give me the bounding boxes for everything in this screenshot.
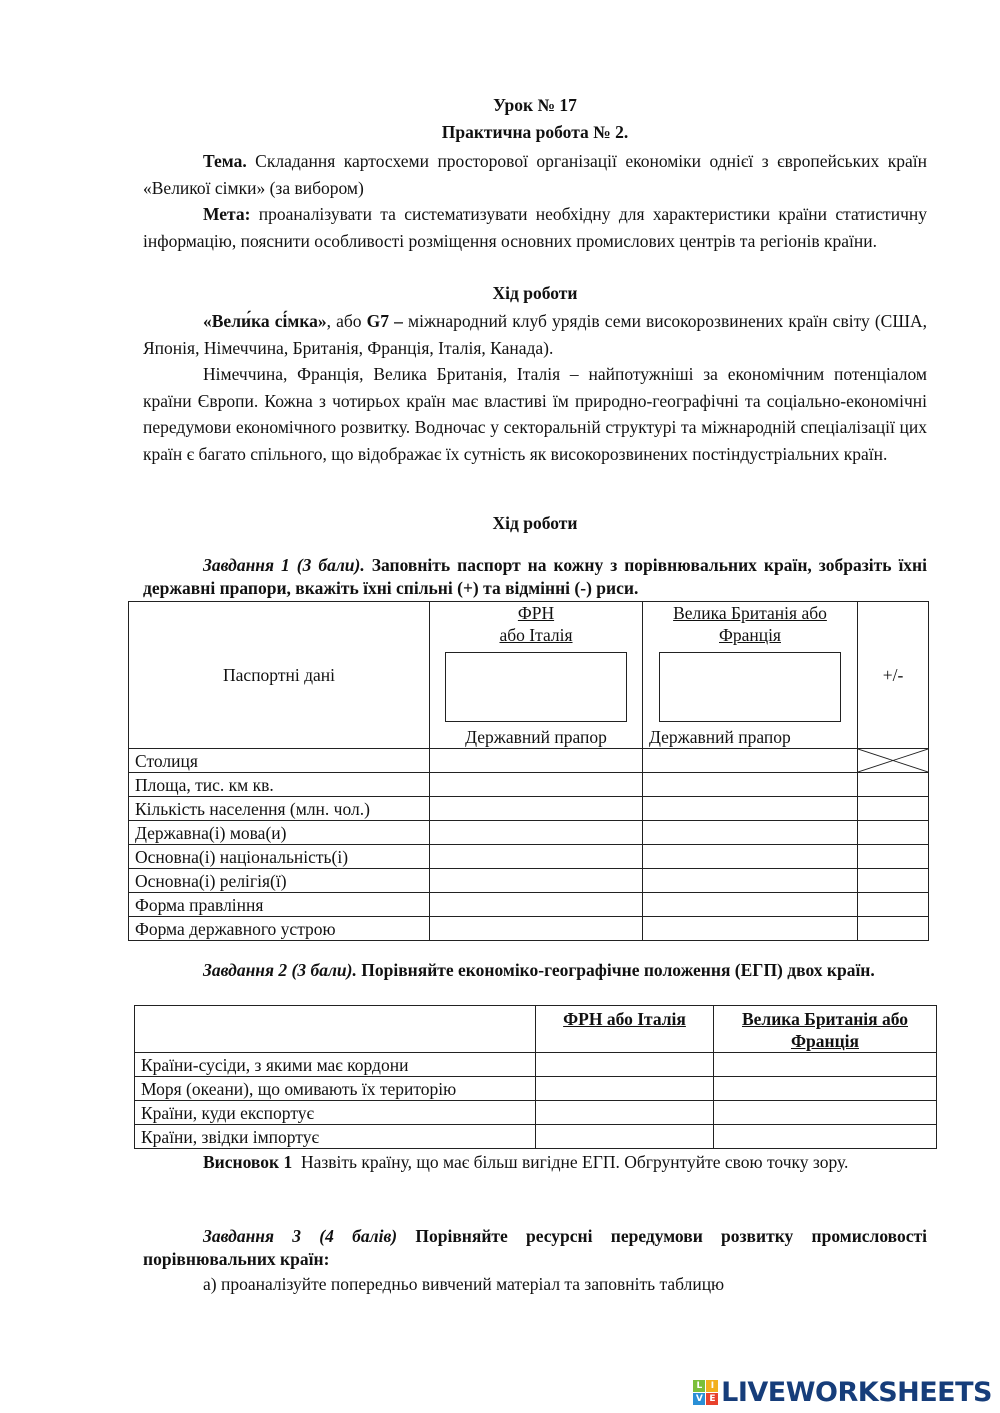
answer-cell[interactable] [643, 749, 858, 773]
task1-paragraph [143, 554, 927, 600]
answer-cell[interactable] [643, 893, 858, 917]
answer-cell[interactable] [643, 821, 858, 845]
answer-cell[interactable] [536, 1101, 714, 1125]
crossed-cell [858, 749, 929, 773]
task3-label: Завдання 3 (4 балів) [203, 1226, 398, 1246]
answer-cell[interactable] [536, 1077, 714, 1101]
diff-header: +/- [858, 602, 929, 749]
row-label: Площа, тис. км кв. [129, 773, 430, 797]
table-row [129, 821, 929, 845]
country2-header [643, 602, 858, 749]
task1-label: Завдання 1 (3 бали). [203, 555, 365, 575]
logo-text: LIVEWORKSHEETS [721, 1377, 992, 1408]
answer-cell[interactable] [430, 893, 643, 917]
task1-text: Заповніть паспорт на кожну з порівнювальних країн, зобразіть їхні державні прапори, вкажіть їхні спільні (+) та відмінні (-) риси. [143, 555, 928, 598]
table-row [135, 1101, 937, 1125]
theme-paragraph [143, 148, 927, 201]
task2-text: Порівняйте економіко-географічне положення (ЕГП) двох країн. [356, 960, 875, 980]
egp-table [134, 1005, 937, 1149]
table-row [129, 749, 929, 773]
answer-cell[interactable] [643, 773, 858, 797]
answer-cell[interactable] [536, 1053, 714, 1077]
country1-header: ФРН або Італія [536, 1006, 714, 1053]
lesson-title: Урок № 17 [493, 95, 577, 115]
passport-table [128, 601, 929, 941]
task2-paragraph [143, 959, 927, 982]
country1-line2: або Італія [499, 625, 573, 645]
answer-cell[interactable] [858, 893, 929, 917]
answer-cell[interactable] [430, 869, 643, 893]
badge-letter: I [706, 1380, 718, 1392]
live-badge-icon [693, 1380, 718, 1405]
answer-cell[interactable] [714, 1053, 937, 1077]
answer-cell[interactable] [858, 845, 929, 869]
flag-label: Державний прапор [465, 727, 607, 747]
row-label: Країни, звідки імпортує [135, 1125, 536, 1149]
country2-line2: Франція [719, 625, 781, 645]
europe-paragraph: Німеччина, Франція, Велика Британія, Італія – найпотужніші за економічним потенціалом країни Європи. Кожна з чотирьох країн має властиві їм природно-географічні та соціально-економічні передумови економічного розвитку. Водночас у секторальній структурі та міжнародній спеціалізації цих країн є багато спільного, що відображає їх сутність як високорозвинених постіндустріальних країн. [143, 364, 927, 464]
row-label: Країни-сусіди, з якими має кордони [135, 1053, 536, 1077]
answer-cell[interactable] [643, 917, 858, 941]
theme-label: Тема. [203, 151, 247, 171]
answer-cell[interactable] [858, 869, 929, 893]
task3-sub-a: а) проаналізуйте попередньо вивчений матеріал та заповніть таблицю [203, 1274, 725, 1294]
row-label: Моря (океани), що омивають їх територію [135, 1077, 536, 1101]
badge-letter: E [706, 1393, 718, 1405]
conclusion-text: Назвіть країну, що має більш вигідне ЕГП. Обгрунтуйте свою точку зору. [292, 1152, 849, 1172]
answer-cell[interactable] [430, 917, 643, 941]
answer-cell[interactable] [430, 845, 643, 869]
task3-text: Порівняйте ресурсні передумови розвитку промисловості порівнювальних країн: [143, 1226, 927, 1269]
country2-line1: Велика Британія або [673, 603, 827, 623]
table-row [129, 773, 929, 797]
country1-header [430, 602, 643, 749]
answer-cell[interactable] [430, 749, 643, 773]
section-heading: Хід роботи [492, 283, 578, 303]
g7-bold2: G7 – [366, 311, 403, 331]
answer-cell[interactable] [430, 821, 643, 845]
cross-icon [858, 749, 928, 772]
goal-label: Мета: [203, 204, 251, 224]
conclusion-paragraph [143, 1149, 927, 1176]
goal-paragraph [143, 201, 927, 254]
table-row [129, 869, 929, 893]
empty-header [135, 1006, 536, 1053]
country1-line1: ФРН [517, 603, 555, 623]
table-row [129, 917, 929, 941]
answer-cell[interactable] [643, 797, 858, 821]
task2-label: Завдання 2 (3 бали). [203, 960, 357, 980]
flag-label: Державний прапор [649, 727, 791, 747]
row-label: Форма державного устрою [129, 917, 430, 941]
answer-cell[interactable] [714, 1101, 937, 1125]
answer-cell[interactable] [858, 917, 929, 941]
table-row [135, 1077, 937, 1101]
theme-text: Складання картосхеми просторової організації економіки однієї з європейських країн «Великої сімки» (за вибором) [143, 151, 927, 198]
row-label: Основна(і) релігія(ї) [129, 869, 430, 893]
answer-cell[interactable] [714, 1077, 937, 1101]
section-heading: Хід роботи [492, 513, 578, 533]
badge-letter: V [693, 1393, 705, 1405]
table-row [129, 893, 929, 917]
table-row [129, 797, 929, 821]
row-label: Форма правління [129, 893, 430, 917]
table-row [129, 845, 929, 869]
g7-text: міжнародний клуб урядів семи високорозвинених країн світу (США, Японія, Німеччина, Британія, Франція, Італія, Канада). [143, 311, 928, 358]
g7-paragraph [143, 308, 927, 361]
row-label: Основна(і) національність(і) [129, 845, 430, 869]
task3-paragraph [143, 1225, 927, 1271]
answer-cell[interactable] [858, 797, 929, 821]
goal-text: проаналізувати та систематизувати необхідну для характеристики країни статистичну інформацію, пояснити особливості розміщення основних промислових центрів та регіонів країни. [143, 204, 927, 251]
country2-header: Велика Британія або Франція [714, 1006, 937, 1053]
row-label: Кількість населення (млн. чол.) [129, 797, 430, 821]
badge-letter: L [693, 1380, 705, 1392]
conclusion-label: Висновок 1 [203, 1152, 293, 1172]
answer-cell[interactable] [430, 773, 643, 797]
table-row [135, 1125, 937, 1149]
row-label: Країни, куди експортує [135, 1101, 536, 1125]
work-title: Практична робота № 2. [441, 122, 629, 142]
answer-cell[interactable] [643, 845, 858, 869]
flag-drawing-area[interactable] [445, 652, 627, 722]
g7-bold: «Вели́ка сі́мка» [203, 311, 327, 331]
table-row [135, 1053, 937, 1077]
row-label: Столиця [129, 749, 430, 773]
row-label: Державна(і) мова(и) [129, 821, 430, 845]
answer-cell[interactable] [858, 773, 929, 797]
flag-drawing-area[interactable] [659, 652, 841, 722]
answer-cell[interactable] [536, 1125, 714, 1149]
answer-cell[interactable] [714, 1125, 937, 1149]
answer-cell[interactable] [430, 797, 643, 821]
answer-cell[interactable] [643, 869, 858, 893]
answer-cell[interactable] [858, 821, 929, 845]
passport-header: Паспортні дані [129, 602, 430, 749]
liveworksheets-logo [693, 1377, 992, 1408]
g7-mid: , або [326, 311, 367, 331]
